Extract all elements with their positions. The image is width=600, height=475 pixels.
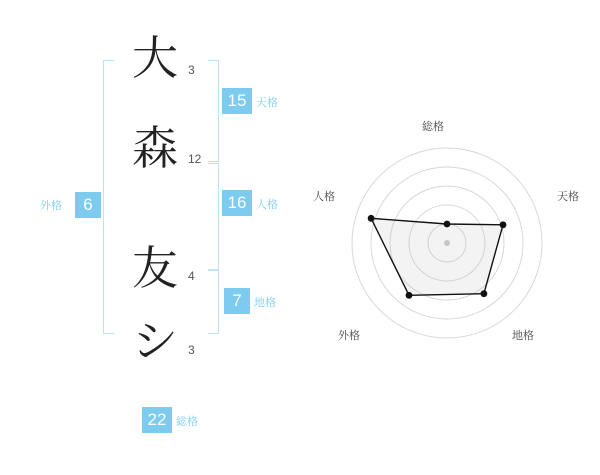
radar-data-point xyxy=(444,221,451,228)
tenkaku-bracket xyxy=(208,60,219,162)
radar-axis-label-tenkaku: 天格 xyxy=(557,190,579,203)
radar-data-polygon xyxy=(371,218,503,295)
score-badge-jinkaku: 16 xyxy=(222,190,252,216)
score-label-outer: 外格 xyxy=(40,199,62,212)
radar-data-point xyxy=(368,215,375,222)
radar-chart-panel xyxy=(300,0,600,470)
stroke-count-3: 4 xyxy=(188,269,195,283)
score-label-chikaku: 地格 xyxy=(254,296,276,309)
name-strokes-panel xyxy=(0,0,300,470)
score-label-tenkaku: 天格 xyxy=(256,96,278,109)
outer-bracket xyxy=(103,60,114,334)
name-character-3: 友 xyxy=(132,241,178,295)
stroke-count-4: 3 xyxy=(188,343,195,357)
score-label-jinkaku: 人格 xyxy=(256,198,278,211)
radar-data-point xyxy=(500,221,507,228)
chikaku-bracket xyxy=(208,270,219,334)
radar-axis-label-gaikaku: 外格 xyxy=(338,329,360,342)
radar-chart xyxy=(300,0,600,470)
radar-axis-label-chikaku: 地格 xyxy=(512,329,534,342)
radar-axis-label-soukaku: 総格 xyxy=(422,120,444,133)
score-badge-soukaku: 22 xyxy=(142,407,172,433)
score-label-soukaku: 総格 xyxy=(176,415,198,428)
radar-axis-label-jinkaku: 人格 xyxy=(313,190,335,203)
radar-data-point xyxy=(406,292,413,299)
stroke-count-1: 3 xyxy=(188,63,195,77)
stroke-count-2: 12 xyxy=(188,152,202,166)
score-badge-outer: 6 xyxy=(75,192,101,218)
score-badge-chikaku: 7 xyxy=(224,288,250,314)
score-badge-tenkaku: 15 xyxy=(222,88,252,114)
name-character-4: シ xyxy=(132,314,178,368)
name-character-1: 大 xyxy=(132,31,178,85)
jinkaku-bracket xyxy=(208,163,219,270)
radar-data-point xyxy=(481,290,488,297)
name-character-2: 森 xyxy=(132,121,178,175)
